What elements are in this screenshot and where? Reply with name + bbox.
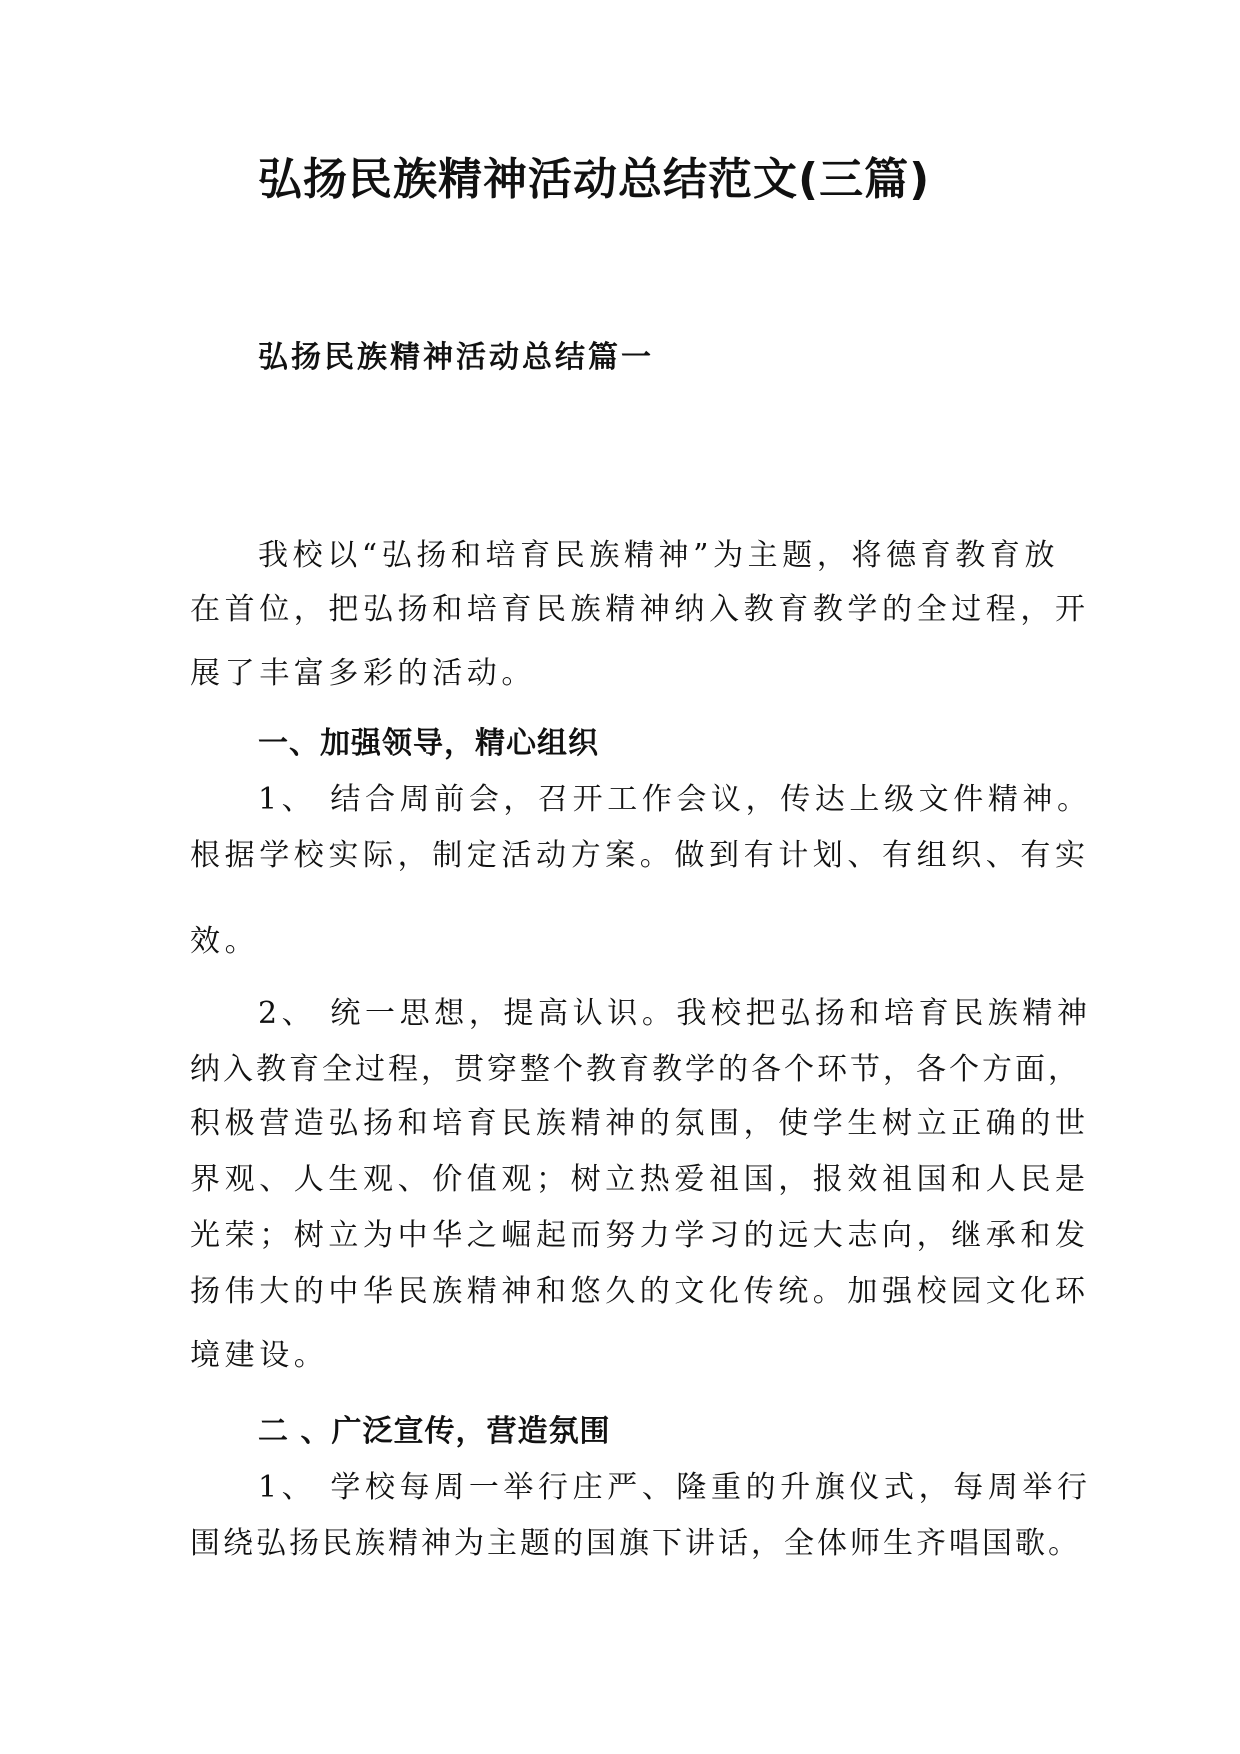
item-1-2-line-7: 境建设。: [190, 1338, 329, 1373]
item-1-1-line-1: 1、 结合周前会，召开工作会议，传达上级文件精神。: [258, 782, 1092, 817]
heading-publicity: 二 、广泛宣传，营造氛围: [258, 1414, 611, 1449]
item-1-2-line-4: 界观、人生观、价值观；树立热爱祖国，报效祖国和人民是: [190, 1162, 1090, 1197]
item-1-2-line-6: 扬伟大的中华民族精神和悠久的文化传统。加强校园文化环: [190, 1274, 1090, 1309]
item-1-2-line-3: 积极营造弘扬和培育民族精神的氛围，使学生树立正确的世: [190, 1106, 1090, 1141]
item-1-2-line-2: 纳入教育全过程，贯穿整个教育教学的各个环节，各个方面，: [190, 1052, 1081, 1087]
item-1-1-line-2: 根据学校实际，制定活动方案。做到有计划、有组织、有实: [190, 838, 1090, 873]
intro-line-1: 我校以“弘扬和培育民族精神”为主题，将德育教育放: [258, 538, 1060, 573]
item-1-2-line-5: 光荣；树立为中华之崛起而努力学习的远大志向，继承和发: [190, 1218, 1090, 1253]
intro-line-3: 展了丰富多彩的活动。: [190, 656, 536, 691]
item-1-2-line-1: 2、 统一思想，提高认识。我校把弘扬和培育民族精神: [258, 996, 1092, 1031]
heading-lead-organize: 一、加强领导，精心组织: [258, 726, 599, 761]
item-2-1-line-2: 围绕弘扬民族精神为主题的国旗下讲话，全体师生齐唱国歌。: [190, 1526, 1081, 1561]
document-title: 弘扬民族精神活动总结范文(三篇): [258, 154, 931, 205]
item-1-1-line-3: 效。: [190, 924, 260, 959]
item-2-1-line-1: 1、 学校每周一举行庄严、隆重的升旗仪式，每周举行: [258, 1470, 1092, 1505]
intro-line-2: 在首位，把弘扬和培育民族精神纳入教育教学的全过程，开: [190, 592, 1090, 627]
section-title: 弘扬民族精神活动总结篇一: [258, 340, 654, 375]
